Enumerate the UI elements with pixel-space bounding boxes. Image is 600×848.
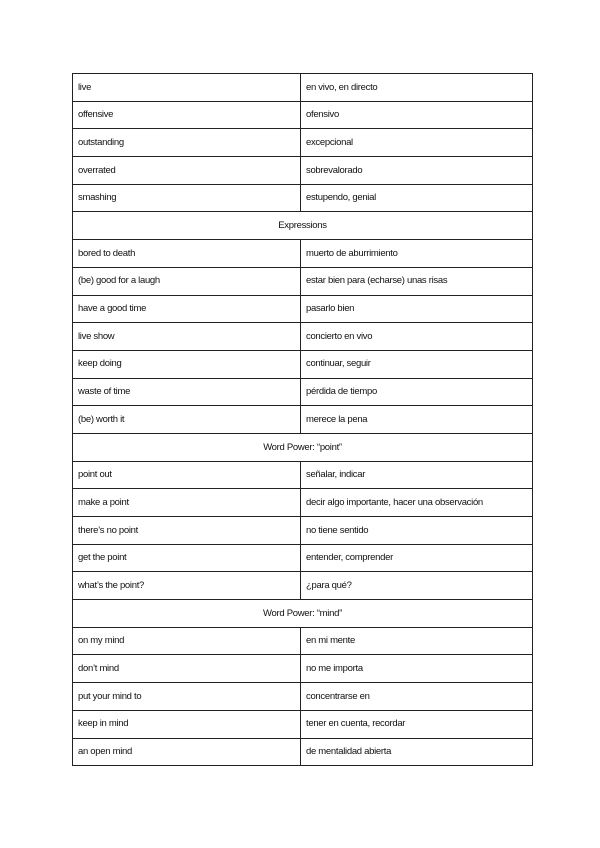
spanish-translation: estar bien para (echarse) unas risas [301,267,533,295]
vocab-row [73,461,533,489]
english-term: point out [73,461,301,489]
english-term: keep in mind [73,710,301,738]
spanish-translation: señalar, indicar [301,461,533,489]
spanish-translation: en vivo, en directo [301,74,533,102]
english-term: keep doing [73,350,301,378]
english-term: offensive [73,101,301,129]
section-header-title: Word Power: “mind” [73,600,533,628]
spanish-translation: ¿para qué? [301,572,533,600]
section-header-row [73,600,533,628]
english-term: overrated [73,157,301,185]
spanish-translation: sobrevalorado [301,157,533,185]
vocab-row [73,683,533,711]
vocab-row [73,544,533,572]
vocab-row [73,489,533,517]
spanish-translation: entender, comprender [301,544,533,572]
vocab-row [73,710,533,738]
english-term: have a good time [73,295,301,323]
vocab-row [73,350,533,378]
english-term: live show [73,323,301,351]
english-term: (be) worth it [73,406,301,434]
spanish-translation: estupendo, genial [301,184,533,212]
english-term: what’s the point? [73,572,301,600]
vocab-row [73,738,533,766]
vocabulary-table-body [73,74,533,766]
vocab-row [73,323,533,351]
section-header-title: Expressions [73,212,533,240]
spanish-translation: ofensivo [301,101,533,129]
vocab-row [73,267,533,295]
vocab-row [73,406,533,434]
spanish-translation: decir algo importante, hacer una observación [301,489,533,517]
spanish-translation: concierto en vivo [301,323,533,351]
section-header-row [73,212,533,240]
english-term: outstanding [73,129,301,157]
vocab-row [73,74,533,102]
english-term: live [73,74,301,102]
vocab-row [73,101,533,129]
spanish-translation: merece la pena [301,406,533,434]
spanish-translation: excepcional [301,129,533,157]
english-term: there’s no point [73,517,301,545]
spanish-translation: pérdida de tiempo [301,378,533,406]
spanish-translation: tener en cuenta, recordar [301,710,533,738]
spanish-translation: no me importa [301,655,533,683]
english-term: make a point [73,489,301,517]
vocab-row [73,129,533,157]
section-header-row [73,433,533,461]
english-term: smashing [73,184,301,212]
spanish-translation: en mi mente [301,627,533,655]
spanish-translation: continuar, seguir [301,350,533,378]
english-term: on my mind [73,627,301,655]
vocab-row [73,655,533,683]
vocab-row [73,517,533,545]
spanish-translation: muerto de aburrimiento [301,240,533,268]
spanish-translation: pasarlo bien [301,295,533,323]
english-term: get the point [73,544,301,572]
vocab-row [73,572,533,600]
spanish-translation: no tiene sentido [301,517,533,545]
spanish-translation: de mentalidad abierta [301,738,533,766]
vocab-row [73,627,533,655]
vocab-row [73,378,533,406]
english-term: waste of time [73,378,301,406]
english-term: don’t mind [73,655,301,683]
english-term: an open mind [73,738,301,766]
vocabulary-table [72,73,533,766]
vocab-row [73,295,533,323]
english-term: bored to death [73,240,301,268]
vocab-row [73,157,533,185]
english-term: put your mind to [73,683,301,711]
vocab-row [73,240,533,268]
section-header-title: Word Power: “point” [73,433,533,461]
english-term: (be) good for a laugh [73,267,301,295]
vocab-row [73,184,533,212]
spanish-translation: concentrarse en [301,683,533,711]
